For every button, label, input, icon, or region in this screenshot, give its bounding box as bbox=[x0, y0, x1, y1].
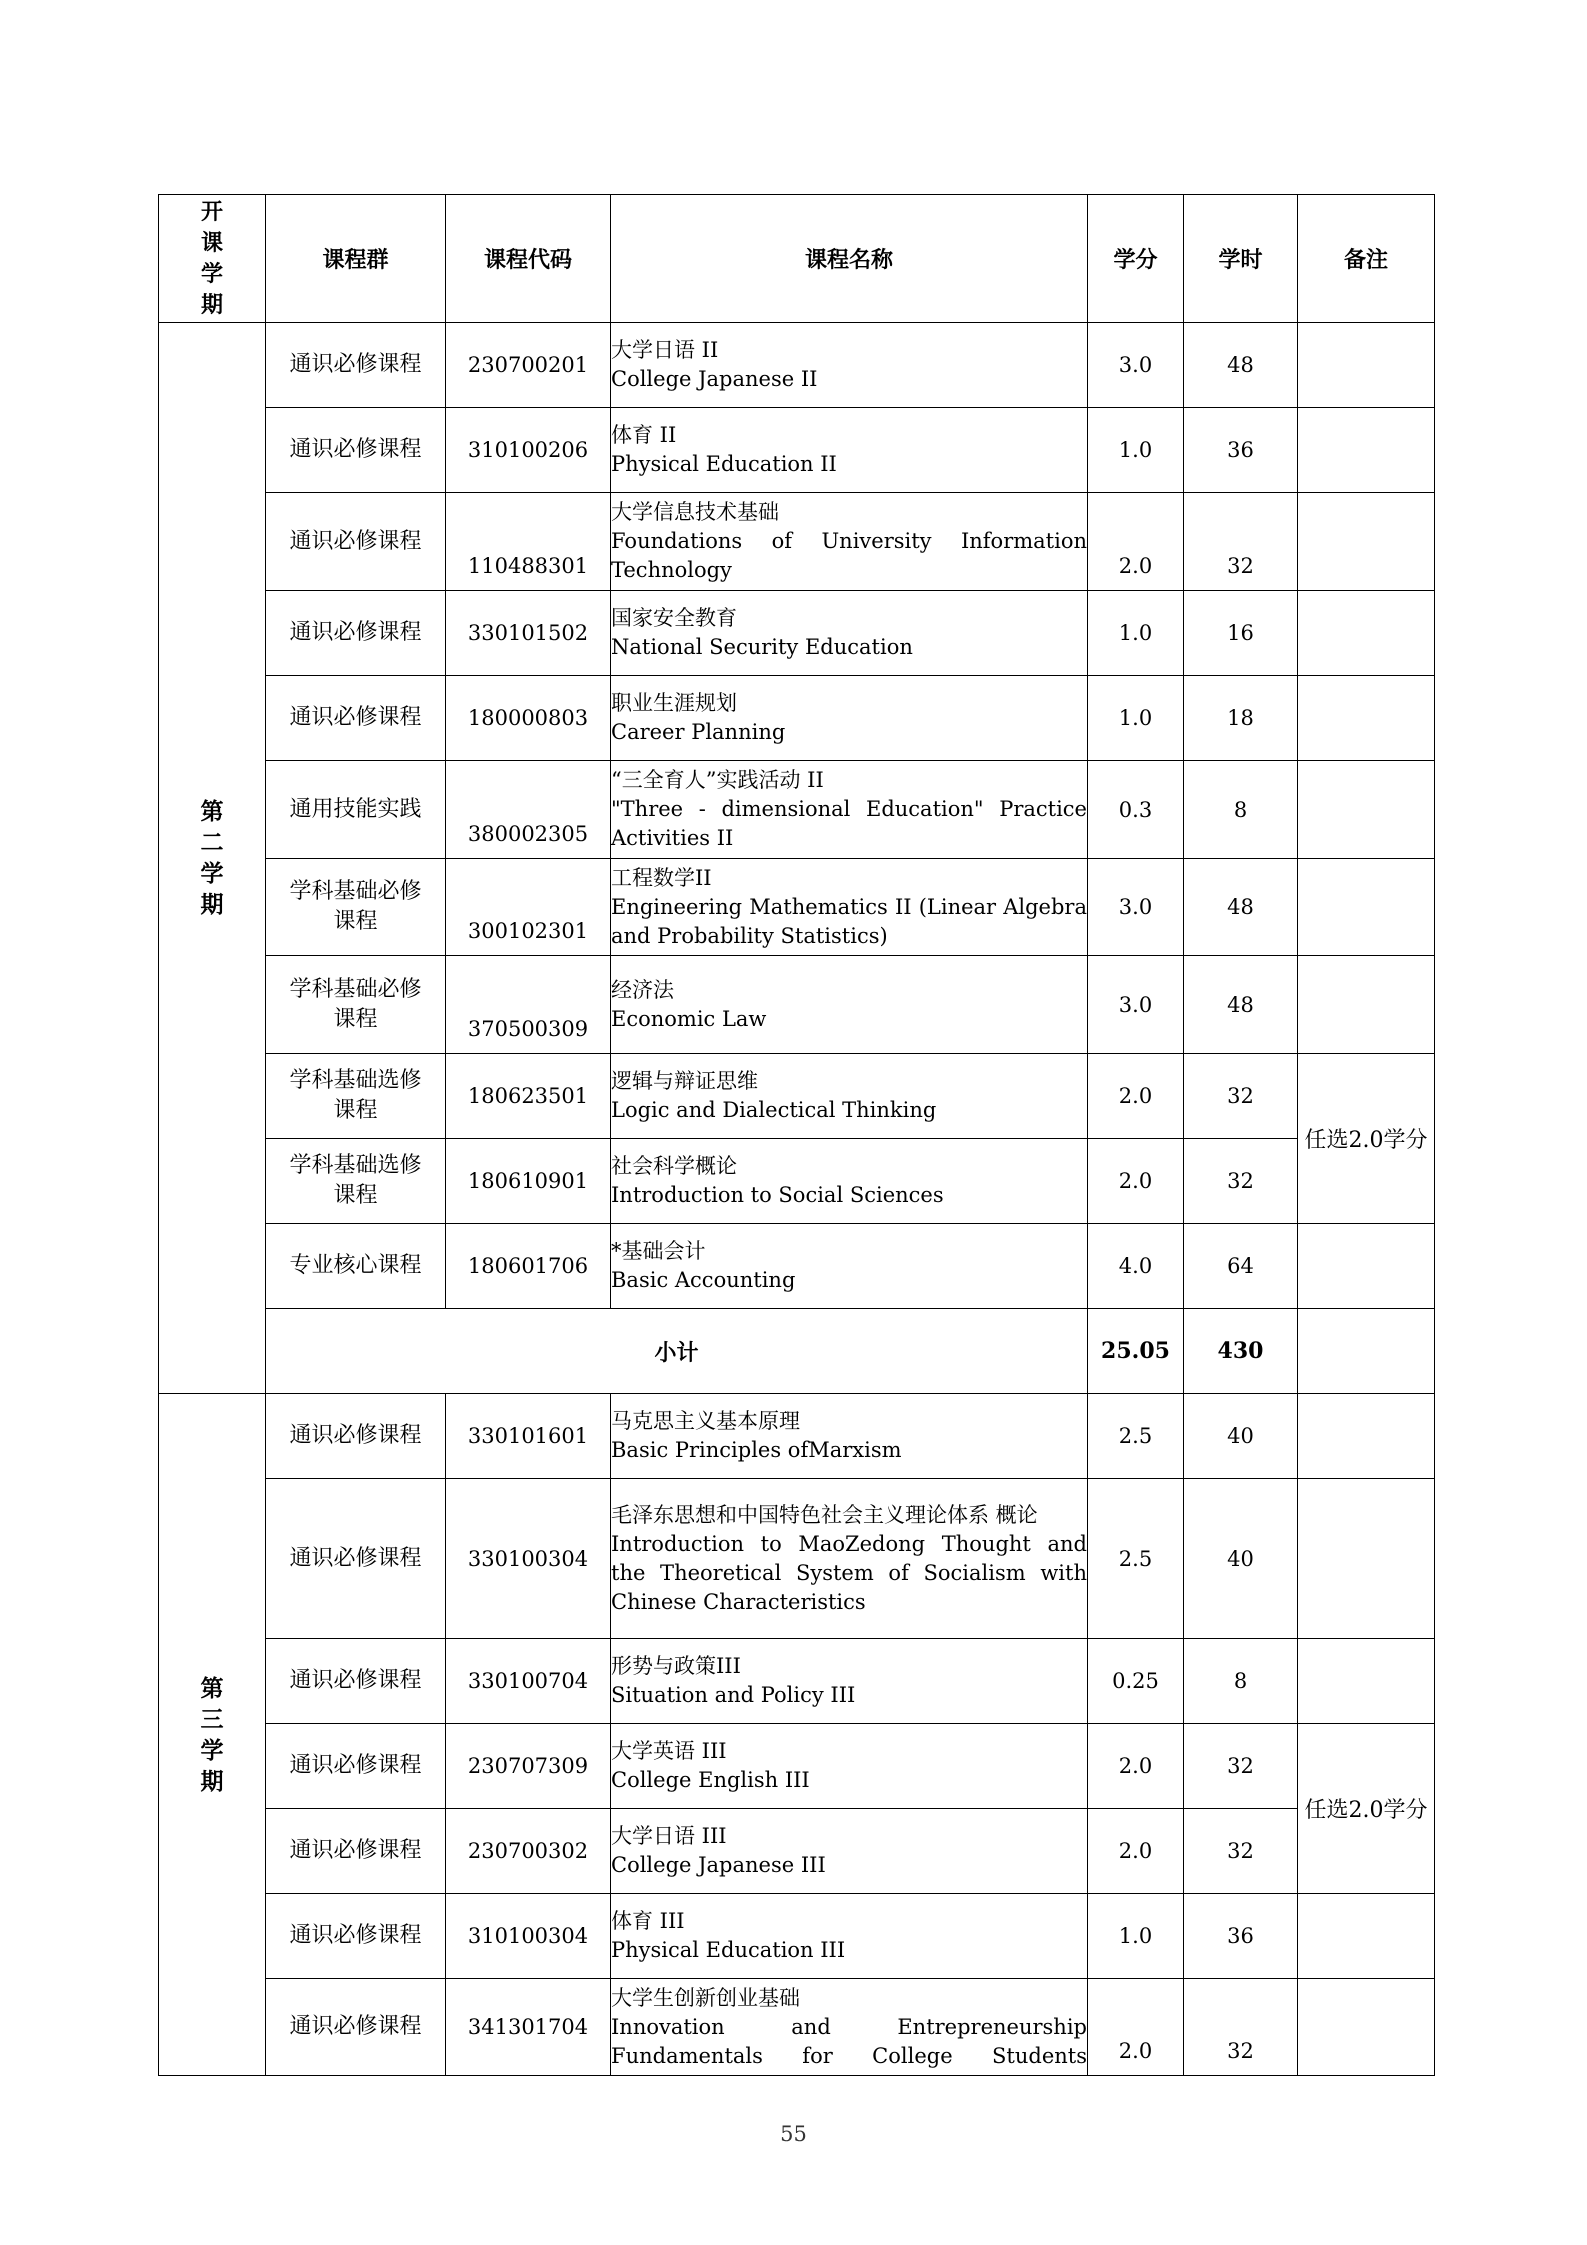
table-row bbox=[159, 1054, 1435, 1139]
course-credits: 3.0 bbox=[1088, 956, 1184, 1054]
course-code: 180601706 bbox=[446, 1224, 611, 1309]
course-credits: 4.0 bbox=[1088, 1224, 1184, 1309]
header-hours: 学时 bbox=[1184, 195, 1298, 323]
course-credits: 2.0 bbox=[1088, 1809, 1184, 1894]
table-row bbox=[159, 591, 1435, 676]
course-credits: 0.25 bbox=[1088, 1639, 1184, 1724]
course-note bbox=[1298, 1979, 1435, 2076]
course-code: 341301704 bbox=[446, 1979, 611, 2076]
course-group: 通识必修课程 bbox=[266, 1479, 446, 1639]
course-plan-table bbox=[158, 194, 1435, 2076]
course-credits: 2.0 bbox=[1088, 1139, 1184, 1224]
course-group: 通识必修课程 bbox=[266, 1809, 446, 1894]
course-group: 专业核心课程 bbox=[266, 1224, 446, 1309]
course-group: 通识必修课程 bbox=[266, 1724, 446, 1809]
subtotal-hours: 430 bbox=[1184, 1309, 1298, 1394]
table-row bbox=[159, 1894, 1435, 1979]
course-hours: 36 bbox=[1184, 1894, 1298, 1979]
course-group: 通识必修课程 bbox=[266, 323, 446, 408]
course-note bbox=[1298, 1394, 1435, 1479]
subtotal-note bbox=[1298, 1309, 1435, 1394]
course-credits: 0.3 bbox=[1088, 761, 1184, 859]
table-row bbox=[159, 1724, 1435, 1809]
course-group: 通识必修课程 bbox=[266, 493, 446, 591]
course-group: 通识必修课程 bbox=[266, 408, 446, 493]
course-code: 180000803 bbox=[446, 676, 611, 761]
term-label: 第二学期 bbox=[159, 323, 266, 1394]
course-credits: 1.0 bbox=[1088, 591, 1184, 676]
course-hours: 8 bbox=[1184, 761, 1298, 859]
course-note bbox=[1298, 956, 1435, 1054]
course-name: 经济法 Economic Law bbox=[611, 956, 1088, 1054]
course-code: 180623501 bbox=[446, 1054, 611, 1139]
course-code: 370500309 bbox=[446, 956, 611, 1054]
subtotal-credits: 25.05 bbox=[1088, 1309, 1184, 1394]
course-note bbox=[1298, 591, 1435, 676]
course-code: 330100704 bbox=[446, 1639, 611, 1724]
course-code: 310100206 bbox=[446, 408, 611, 493]
course-group: 通识必修课程 bbox=[266, 1639, 446, 1724]
table-row bbox=[159, 761, 1435, 859]
course-group: 通用技能实践 bbox=[266, 761, 446, 859]
course-code: 230700302 bbox=[446, 1809, 611, 1894]
course-credits: 2.0 bbox=[1088, 1054, 1184, 1139]
course-hours: 48 bbox=[1184, 859, 1298, 956]
course-hours: 32 bbox=[1184, 1979, 1298, 2076]
course-hours: 64 bbox=[1184, 1224, 1298, 1309]
course-note bbox=[1298, 1894, 1435, 1979]
course-hours: 32 bbox=[1184, 1139, 1298, 1224]
course-code: 110488301 bbox=[446, 493, 611, 591]
course-group: 学科基础选修课程 bbox=[266, 1054, 446, 1139]
table-row bbox=[159, 956, 1435, 1054]
table-row bbox=[159, 859, 1435, 956]
course-code: 330100304 bbox=[446, 1479, 611, 1639]
table-row bbox=[159, 1139, 1435, 1224]
course-hours: 48 bbox=[1184, 956, 1298, 1054]
header-credits: 学分 bbox=[1088, 195, 1184, 323]
table-header-row bbox=[159, 195, 1435, 323]
course-group: 通识必修课程 bbox=[266, 1979, 446, 2076]
course-code: 300102301 bbox=[446, 859, 611, 956]
course-group: 学科基础选修课程 bbox=[266, 1139, 446, 1224]
course-name: 体育 II Physical Education II bbox=[611, 408, 1088, 493]
course-credits: 3.0 bbox=[1088, 323, 1184, 408]
course-code: 230700201 bbox=[446, 323, 611, 408]
header-term: 开课学期 bbox=[159, 195, 266, 323]
subtotal-label: 小计 bbox=[266, 1309, 1088, 1394]
course-hours: 36 bbox=[1184, 408, 1298, 493]
course-credits: 1.0 bbox=[1088, 408, 1184, 493]
course-group: 通识必修课程 bbox=[266, 1894, 446, 1979]
course-hours: 18 bbox=[1184, 676, 1298, 761]
header-notes: 备注 bbox=[1298, 195, 1435, 323]
page-number: 55 bbox=[780, 2122, 807, 2146]
header-code: 课程代码 bbox=[446, 195, 611, 323]
course-name: 毛泽东思想和中国特色社会主义理论体系 概论 Introduction to MaoZedong Thought and the Theoretical System of Socialism with Chinese Characteristics bbox=[611, 1479, 1088, 1639]
course-name: 职业生涯规划 Career Planning bbox=[611, 676, 1088, 761]
course-name: 大学日语 III College Japanese III bbox=[611, 1809, 1088, 1894]
term-label: 第三学期 bbox=[159, 1394, 266, 2076]
course-credits: 2.0 bbox=[1088, 1979, 1184, 2076]
table-row bbox=[159, 1479, 1435, 1639]
table-row bbox=[159, 1979, 1435, 2076]
course-credits: 2.5 bbox=[1088, 1479, 1184, 1639]
course-code: 230707309 bbox=[446, 1724, 611, 1809]
course-code: 330101502 bbox=[446, 591, 611, 676]
course-group: 学科基础必修课程 bbox=[266, 956, 446, 1054]
subtotal-row bbox=[159, 1309, 1435, 1394]
elective-note: 任选2.0学分 bbox=[1298, 1054, 1435, 1224]
header-name: 课程名称 bbox=[611, 195, 1088, 323]
course-name: 大学英语 III College English III bbox=[611, 1724, 1088, 1809]
course-name: 大学信息技术基础 Foundations of University Information Technology bbox=[611, 493, 1088, 591]
course-name: “三全育人”实践活动 II "Three - dimensional Education" Practice Activities II bbox=[611, 761, 1088, 859]
course-hours: 48 bbox=[1184, 323, 1298, 408]
course-credits: 2.0 bbox=[1088, 493, 1184, 591]
course-name: 马克思主义基本原理 Basic Principles ofMarxism bbox=[611, 1394, 1088, 1479]
table-row bbox=[159, 1639, 1435, 1724]
course-credits: 2.0 bbox=[1088, 1724, 1184, 1809]
course-note bbox=[1298, 1479, 1435, 1639]
elective-note: 任选2.0学分 bbox=[1298, 1724, 1435, 1894]
course-note bbox=[1298, 1224, 1435, 1309]
course-name: 社会科学概论 Introduction to Social Sciences bbox=[611, 1139, 1088, 1224]
course-credits: 1.0 bbox=[1088, 676, 1184, 761]
header-group: 课程群 bbox=[266, 195, 446, 323]
course-note bbox=[1298, 1639, 1435, 1724]
course-code: 180610901 bbox=[446, 1139, 611, 1224]
course-note bbox=[1298, 323, 1435, 408]
course-group: 学科基础必修课程 bbox=[266, 859, 446, 956]
course-code: 310100304 bbox=[446, 1894, 611, 1979]
course-group: 通识必修课程 bbox=[266, 1394, 446, 1479]
course-credits: 1.0 bbox=[1088, 1894, 1184, 1979]
course-name: 大学日语 II College Japanese II bbox=[611, 323, 1088, 408]
course-group: 通识必修课程 bbox=[266, 591, 446, 676]
course-hours: 32 bbox=[1184, 493, 1298, 591]
course-name: 大学生创新创业基础 Innovation and Entrepreneurship Fundamentals for College Students bbox=[611, 1979, 1088, 2076]
course-credits: 2.5 bbox=[1088, 1394, 1184, 1479]
table-row bbox=[159, 1224, 1435, 1309]
table-row bbox=[159, 676, 1435, 761]
table-row bbox=[159, 493, 1435, 591]
table-row bbox=[159, 323, 1435, 408]
course-note bbox=[1298, 859, 1435, 956]
course-hours: 16 bbox=[1184, 591, 1298, 676]
course-hours: 40 bbox=[1184, 1394, 1298, 1479]
course-credits: 3.0 bbox=[1088, 859, 1184, 956]
course-name: 形势与政策III Situation and Policy III bbox=[611, 1639, 1088, 1724]
course-hours: 32 bbox=[1184, 1724, 1298, 1809]
course-name: 国家安全教育 National Security Education bbox=[611, 591, 1088, 676]
table-row bbox=[159, 1809, 1435, 1894]
table-row bbox=[159, 408, 1435, 493]
course-name: 逻辑与辩证思维 Logic and Dialectical Thinking bbox=[611, 1054, 1088, 1139]
course-hours: 8 bbox=[1184, 1639, 1298, 1724]
course-hours: 40 bbox=[1184, 1479, 1298, 1639]
course-name: *基础会计 Basic Accounting bbox=[611, 1224, 1088, 1309]
course-note bbox=[1298, 493, 1435, 591]
table-row bbox=[159, 1394, 1435, 1479]
course-code: 330101601 bbox=[446, 1394, 611, 1479]
course-name: 体育 III Physical Education III bbox=[611, 1894, 1088, 1979]
course-name: 工程数学II Engineering Mathematics II (Linear Algebra and Probability Statistics) bbox=[611, 859, 1088, 956]
course-group: 通识必修课程 bbox=[266, 676, 446, 761]
course-hours: 32 bbox=[1184, 1809, 1298, 1894]
course-note bbox=[1298, 408, 1435, 493]
course-hours: 32 bbox=[1184, 1054, 1298, 1139]
course-note bbox=[1298, 676, 1435, 761]
course-code: 380002305 bbox=[446, 761, 611, 859]
course-note bbox=[1298, 761, 1435, 859]
